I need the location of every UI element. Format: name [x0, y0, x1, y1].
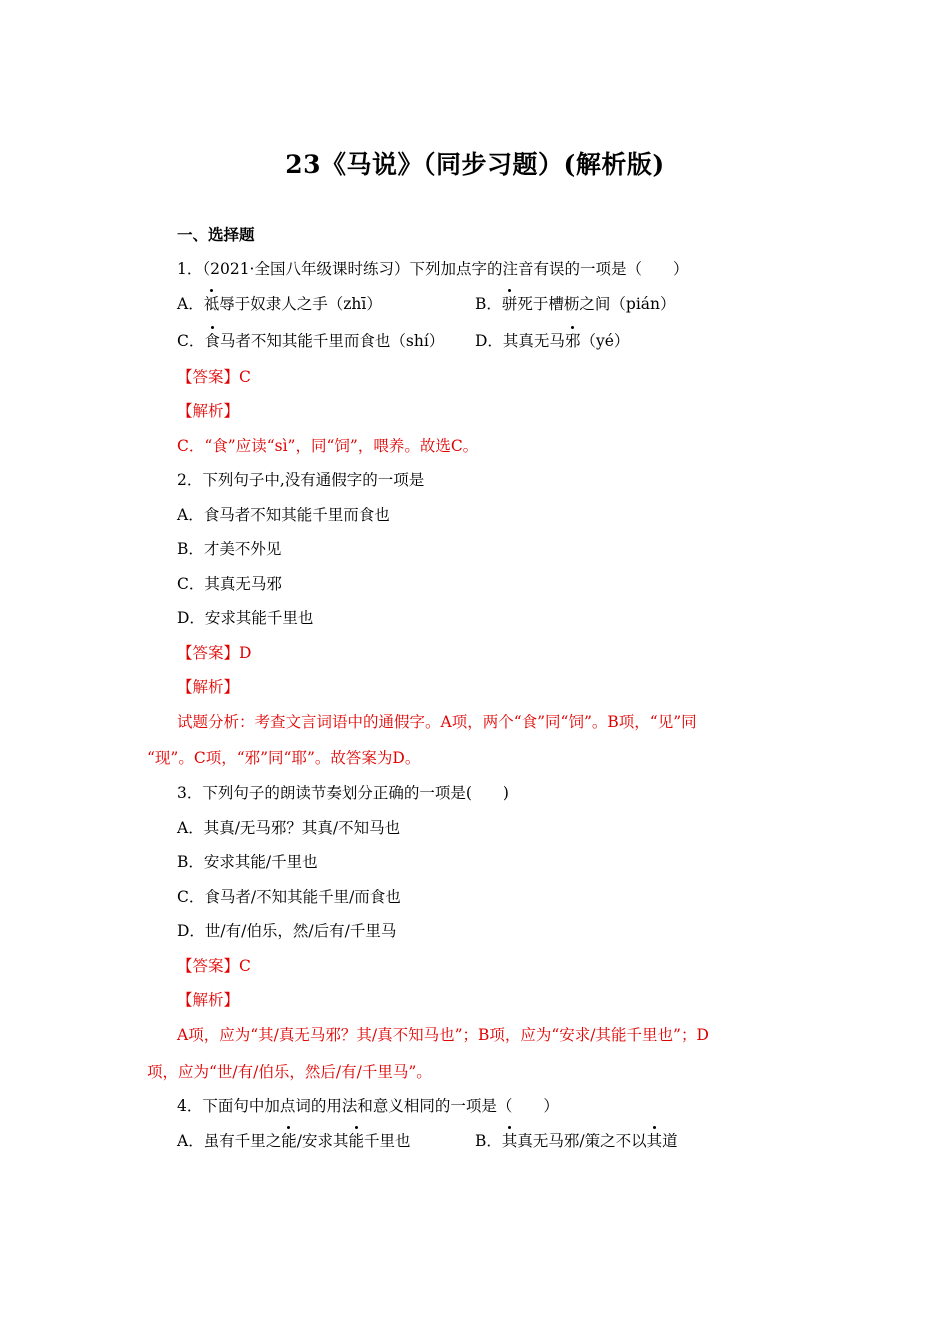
q1-option-d-rest: （yé）: [580, 332, 630, 350]
q2-option-b: B．才美不外见: [177, 540, 282, 558]
q2-answer: 【答案】D: [177, 644, 252, 662]
q1-option-d: [475, 331, 629, 351]
q2-option-a: A．食马者不知其能千里而食也: [177, 506, 390, 524]
q1-option-c-rest: 马者不知其能千里而食也（shí）: [219, 332, 445, 350]
q1-option-d-prefix: D．其真无马: [475, 332, 565, 350]
q1-option-d-dotted-char: 邪: [564, 332, 581, 350]
q1-option-a-prefix: A．: [177, 295, 204, 313]
q4-option-a-dotted-char-1: 能: [281, 1132, 297, 1150]
q1-answer: 【答案】C: [177, 368, 251, 386]
q1-option-c-dotted-char: 食: [204, 332, 220, 350]
q1-option-c-prefix: C．: [177, 332, 205, 350]
q3-option-b: B．安求其能/千里也: [177, 853, 318, 871]
q4-option-a-prefix: A．虽有千里之: [177, 1132, 282, 1150]
q3-option-a: A．其真/无马邪？其真/不知马也: [177, 819, 401, 837]
q2-analysis-line-2: “现”。C项，“邪”同“耶”。故答案为D。: [147, 749, 421, 767]
q1-analysis-label: 【解析】: [177, 402, 240, 420]
page-title: 23《马说》（同步习题）(解析版): [285, 150, 665, 179]
q2-analysis-line-1: 试题分析：考查文言词语中的通假字。A项，两个“食”同“饲”。B项，“见”同: [177, 713, 697, 731]
q4-option-a-dotted-char-2: 能: [348, 1132, 364, 1150]
q3-option-d: D．世/有/伯乐，然/后有/千里马: [177, 922, 397, 940]
q4-option-b-mid: 真无马邪/策之不以: [517, 1132, 647, 1150]
q1-option-a: [177, 294, 382, 314]
q4-option-b-rest: 道: [662, 1132, 678, 1150]
q1-option-b-dotted-char: 骈: [501, 295, 518, 313]
q2-option-d: D．安求其能千里也: [177, 609, 314, 627]
q3-answer: 【答案】C: [177, 957, 251, 975]
q4-option-a: [177, 1131, 410, 1151]
q4-option-b-dotted-char-1: 其: [501, 1132, 518, 1150]
section-heading: 一、选择题: [177, 225, 255, 244]
q2-stem: 2．下列句子中,没有通假字的一项是: [177, 471, 425, 489]
q3-analysis-label: 【解析】: [177, 991, 240, 1009]
q1-analysis: C．“食”应读“sì”，同“饲”，喂养。故选C。: [177, 437, 479, 455]
q3-analysis-line-1: A项，应为“其/真无马邪？其/真不知马也”；B项，应为“安求/其能千里也”；D: [177, 1026, 709, 1044]
q3-stem: 3．下列句子的朗读节奏划分正确的一项是( ): [177, 784, 509, 802]
q4-option-a-rest: 千里也: [363, 1132, 411, 1150]
q3-option-c: C．食马者/不知其能千里/而食也: [177, 888, 401, 906]
q1-option-a-rest: 辱于奴隶人之手（zhī）: [219, 295, 382, 313]
q1-option-b: [475, 294, 676, 314]
q4-stem: 4．下面句中加点词的用法和意义相同的一项是（ ）: [177, 1097, 559, 1115]
q2-analysis-label: 【解析】: [177, 678, 240, 696]
q4-option-a-mid: /安求其: [296, 1132, 349, 1150]
q4-option-b-prefix: B．: [475, 1132, 502, 1150]
q1-option-b-rest: 死于槽枥之间（pián）: [517, 295, 676, 313]
q1-option-c: [177, 331, 444, 351]
q3-analysis-line-2: 项，应为“世/有/伯乐，然后/有/千里马”。: [147, 1063, 432, 1081]
q2-option-c: C．其真无马邪: [177, 575, 282, 593]
q4-option-b: [475, 1131, 678, 1151]
q1-stem: 1．（2021·全国八年级课时练习）下列加点字的注音有误的一项是（ ）: [177, 260, 689, 278]
q4-option-b-dotted-char-2: 其: [646, 1132, 663, 1150]
q1-option-b-prefix: B．: [475, 295, 502, 313]
q1-option-a-dotted-char: 祗: [203, 295, 220, 313]
